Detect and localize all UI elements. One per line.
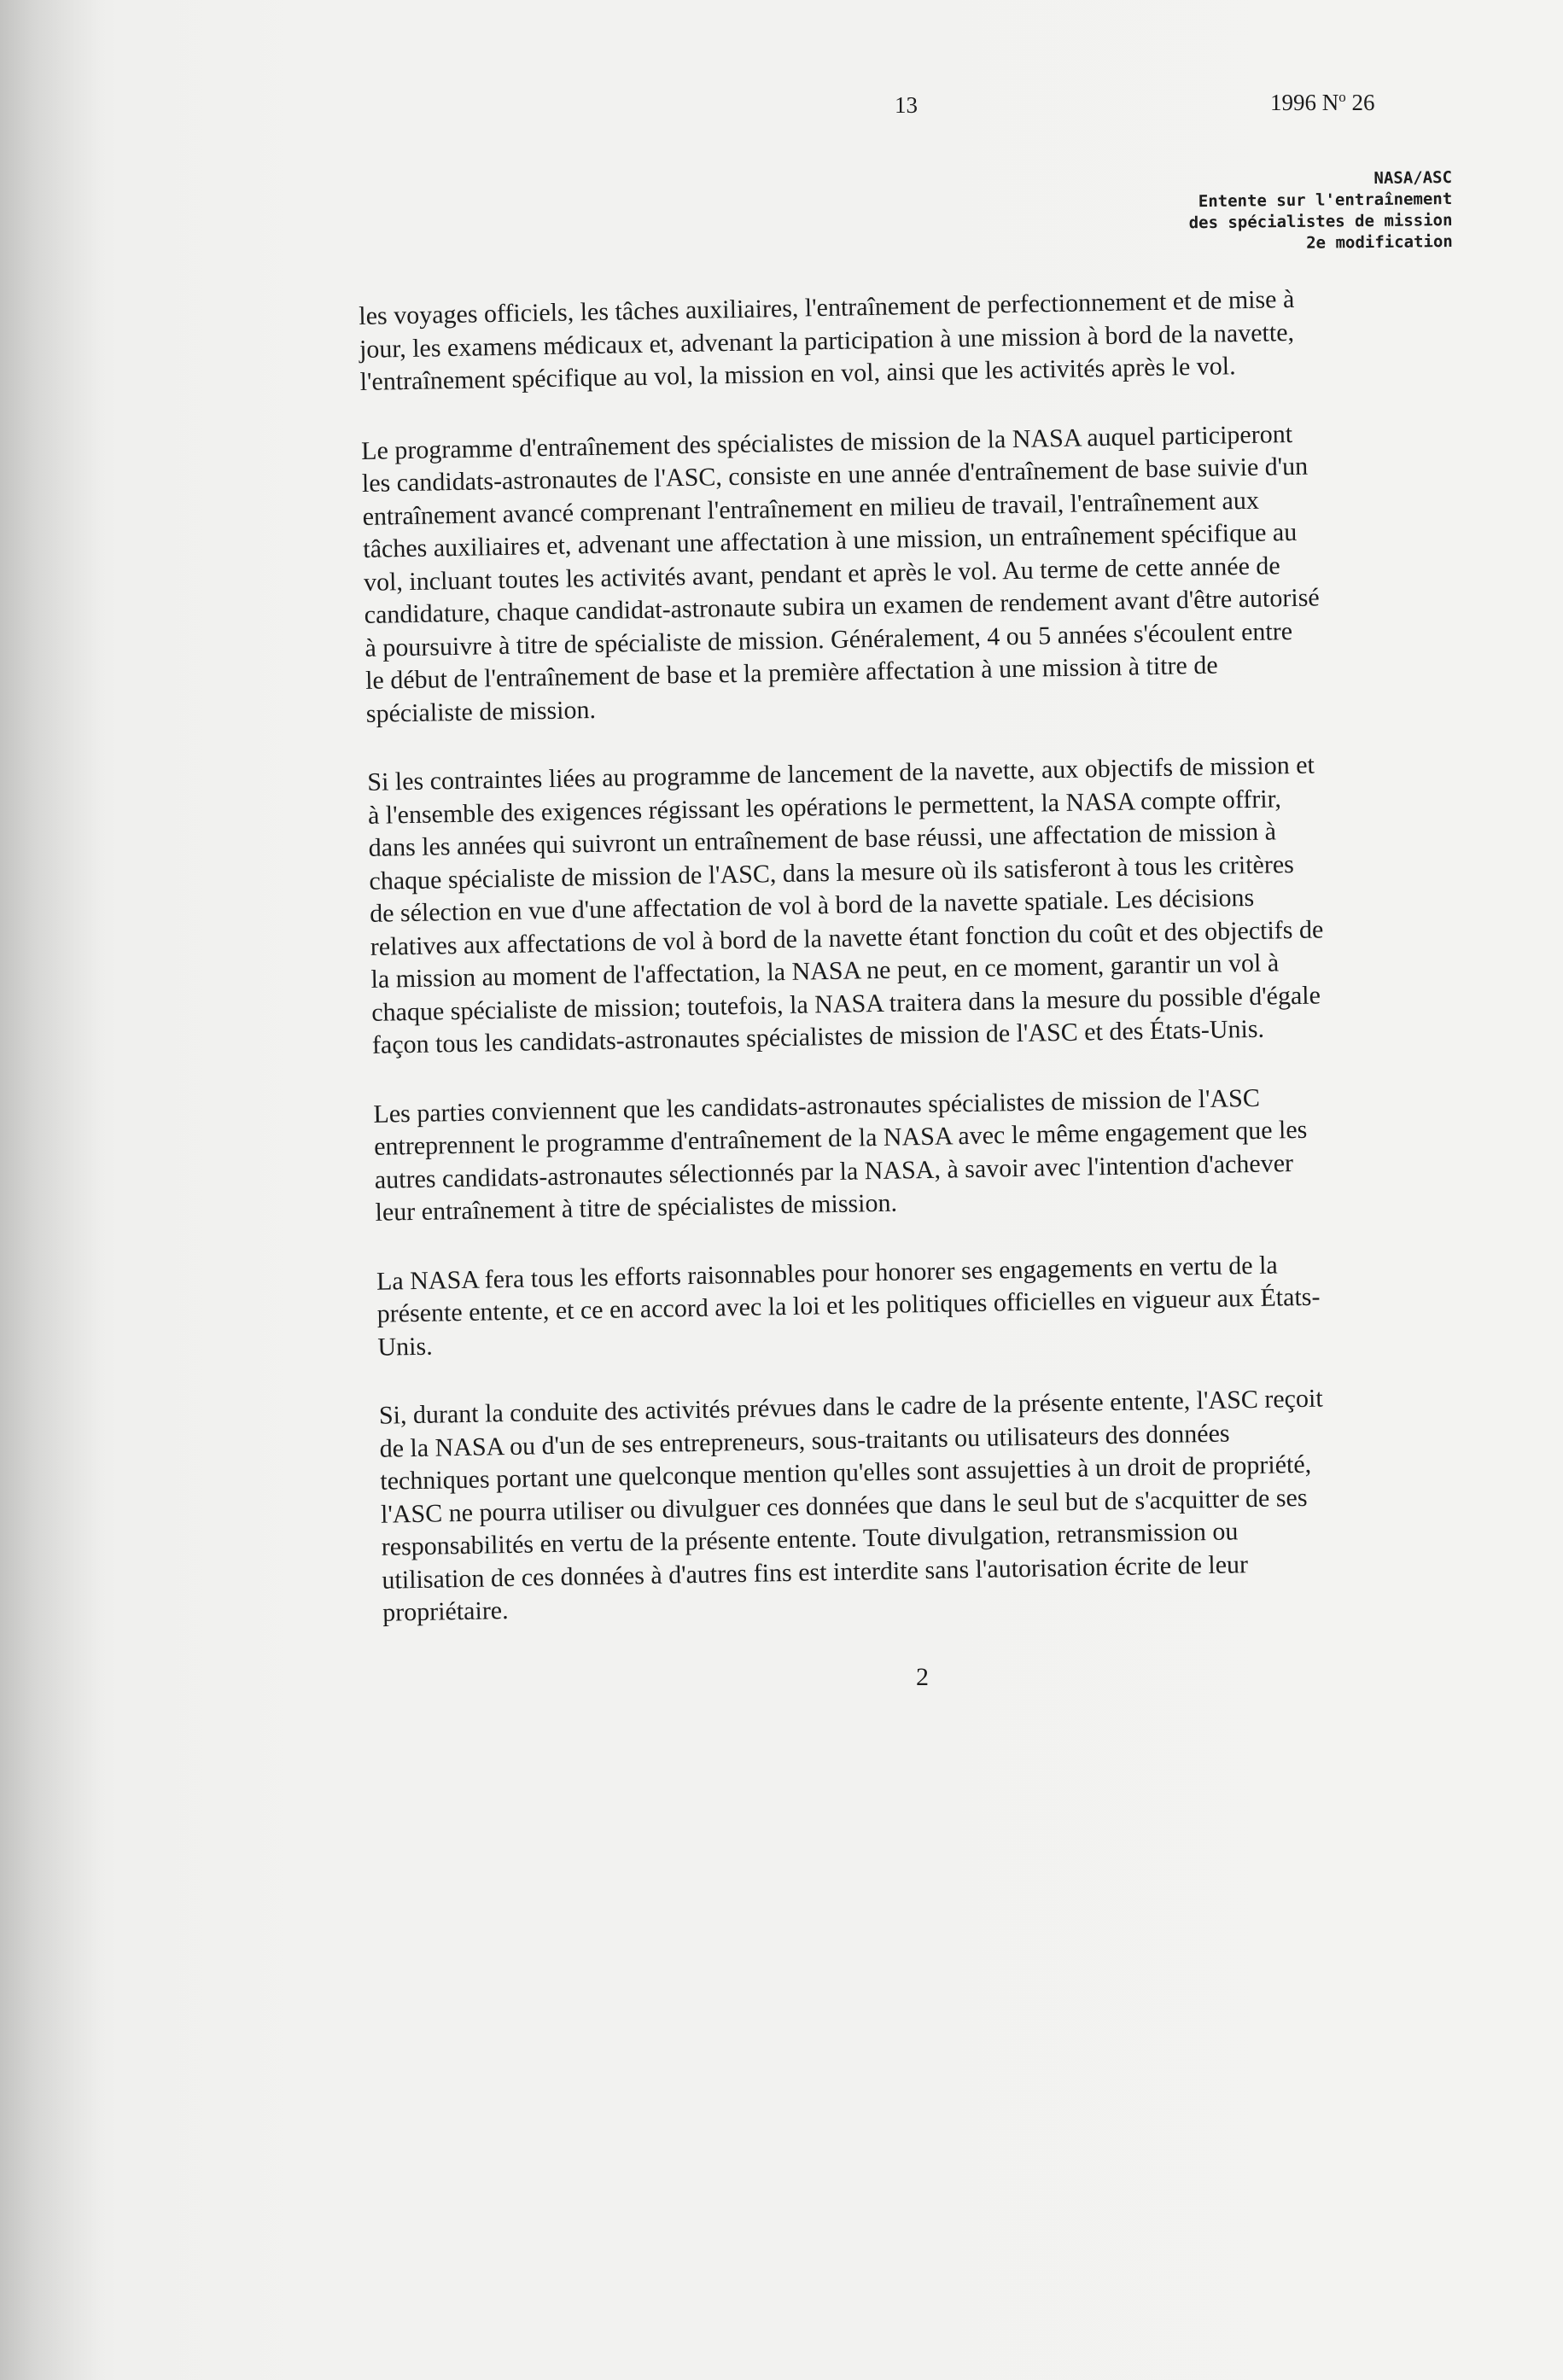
header-issue xyxy=(1270,89,1375,116)
paragraph-6: Si, durant la conduite des activités prévues dans le cadre de la présente entente, l'ASC reçoit de la NASA ou d'un de ses entrepreneurs, sous-traitants ou utilisateurs des données techniques portant une quelconque mention qu'elles sont assujetties à un droit de propriété, l'ASC ne pourra utiliser ou divulguer ces données que dans le seul but de s'acquitter de ses responsabilités en vertu de la présente entente. Toute divulgation, retransmission ou utilisation de ces données à d'autres fins est interdite sans l'autorisation écrite de leur propriétaire. xyxy=(378,1384,1323,1627)
issue-superscript: o xyxy=(1338,89,1346,105)
paragraph-1: les voyages officiels, les tâches auxiliaires, l'entraînement de perfectionnement et de mise à jour, les examens médicaux et, advenant la participation à une mission à bord de la navette, l'entraînement spécifique au vol, la mission en vol, ainsi que les activités après le vol. xyxy=(359,284,1295,396)
footer-page-number: 2 xyxy=(916,1663,929,1691)
issue-number: 26 xyxy=(1345,90,1375,115)
paragraph-4: Les parties conviennent que les candidats-astronautes spécialistes de mission de l'ASC entreprennent le programme d'entraînement de la NASA avec le même engagement que les autres candidats-astronautes sélectionnés par la NASA, à savoir avec l'intention d'achever leur entraînement à titre de spécialistes de mission. xyxy=(373,1083,1308,1227)
doc-ref-line-2: Entente sur l'entraînement xyxy=(1198,189,1453,212)
doc-ref-line-1: NASA/ASC xyxy=(1373,167,1453,188)
doc-ref-line-3: des spécialistes de mission xyxy=(1188,210,1453,233)
doc-ref-line-4: 2e modification xyxy=(1306,231,1454,253)
binding-shadow xyxy=(0,0,102,2380)
paragraph-2: Le programme d'entraînement des spécialistes de mission de la NASA auquel participeront les candidats-astronautes de l'ASC, consiste en une année d'entraînement de base suivie d'un entraînement avancé comprenant l'entraînement en milieu de travail, l'entraînement aux tâches auxiliaires et, advenant une affectation à une mission, un entraînement spécifique au vol, incluant toutes les activités avant, pendant et après le vol. Au terme de cette année de candidature, chaque candidat-astronaute subira un examen de rendement avant d'être autorisé à poursuivre à titre de spécialiste de mission. Généralement, 4 ou 5 années s'écoulent entre le début de l'entraînement de base et la première affectation à une mission à titre de spécialiste de mission. xyxy=(360,419,1320,728)
issue-label: 1996 N xyxy=(1270,90,1339,115)
document-reference xyxy=(1188,167,1453,255)
header-page-number: 13 xyxy=(895,92,918,118)
paragraph-3: Si les contraintes liées au programme de lancement de la navette, aux objectifs de mission et à l'ensemble des exigences régissant les opérations le permettent, la NASA compte offrir, dans les années qui suivront un entraînement de base réussi, une affectation de mission à chaque spécialiste de mission de l'ASC, dans la mesure où ils satisferont à tous les critères de sélection en vue d'une affectation de vol à bord de la navette spatiale. Les décisions relatives aux affectations de vol à bord de la navette étant fonction du coût et des objectifs de la mission au moment de l'affectation, la NASA ne peut, en ce moment, garantir un vol à chaque spécialiste de mission; toutefois, la NASA traitera dans la mesure du possible d'égale façon tous les candidats-astronautes spécialistes de mission de l'ASC et des États-Unis. xyxy=(367,750,1324,1059)
body-text xyxy=(359,280,1484,1665)
paragraph-5: La NASA fera tous les efforts raisonnables pour honorer ses engagements en vertu de la présente entente, et ce en accord avec la loi et les politiques officielles en vigueur aux États- Unis. xyxy=(376,1250,1321,1362)
